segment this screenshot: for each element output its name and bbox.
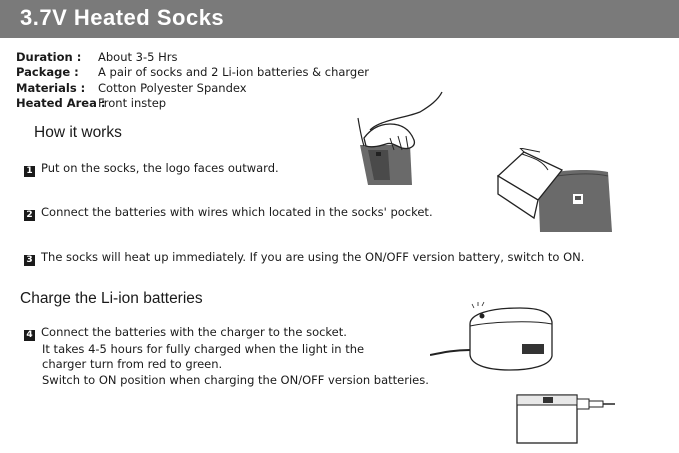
step-text: The socks will heat up immediately. If you are using the ON/OFF version battery, switch to ON. xyxy=(41,250,585,264)
step-1 xyxy=(24,161,279,177)
step-text: Connect the batteries with wires which located in the socks' pocket. xyxy=(41,205,433,219)
step-text: Put on the socks, the logo faces outward. xyxy=(41,161,279,175)
battery-plug-illustration xyxy=(515,385,620,445)
step-3 xyxy=(24,250,584,266)
title-banner xyxy=(0,0,679,38)
spec-value: Front instep xyxy=(98,96,167,110)
charge-line: Switch to ON position when charging the ON/OFF version batteries. xyxy=(42,373,429,387)
charger-illustration xyxy=(430,300,560,378)
step-number: 4 xyxy=(24,330,35,341)
step-number: 3 xyxy=(24,255,35,266)
step-number: 2 xyxy=(24,210,35,221)
charge-line: charger turn from red to green. xyxy=(42,357,223,371)
spec-value: A pair of socks and 2 Li-ion batteries & charger xyxy=(98,65,370,79)
spec-label: Package : xyxy=(16,65,79,79)
step-4 xyxy=(24,325,347,341)
spec-label: Duration : xyxy=(16,50,82,64)
how-it-works-heading: How it works xyxy=(34,124,122,141)
step-text: Connect the batteries with the charger to the socket. xyxy=(41,325,347,339)
charge-heading: Charge the Li-ion batteries xyxy=(20,290,203,307)
hand-pulling-sock-illustration xyxy=(350,90,450,185)
step-number: 1 xyxy=(24,166,35,177)
spec-label: Materials : xyxy=(16,81,86,95)
page-title: 3.7V Heated Socks xyxy=(20,5,225,30)
spec-label: Heated Area : xyxy=(16,96,106,110)
spec-value: About 3-5 Hrs xyxy=(98,50,178,64)
spec-value: Cotton Polyester Spandex xyxy=(98,81,247,95)
step-2 xyxy=(24,205,433,221)
charge-line: It takes 4-5 hours for fully charged when the light in the xyxy=(42,342,365,356)
sock-with-battery-illustration xyxy=(478,148,618,236)
